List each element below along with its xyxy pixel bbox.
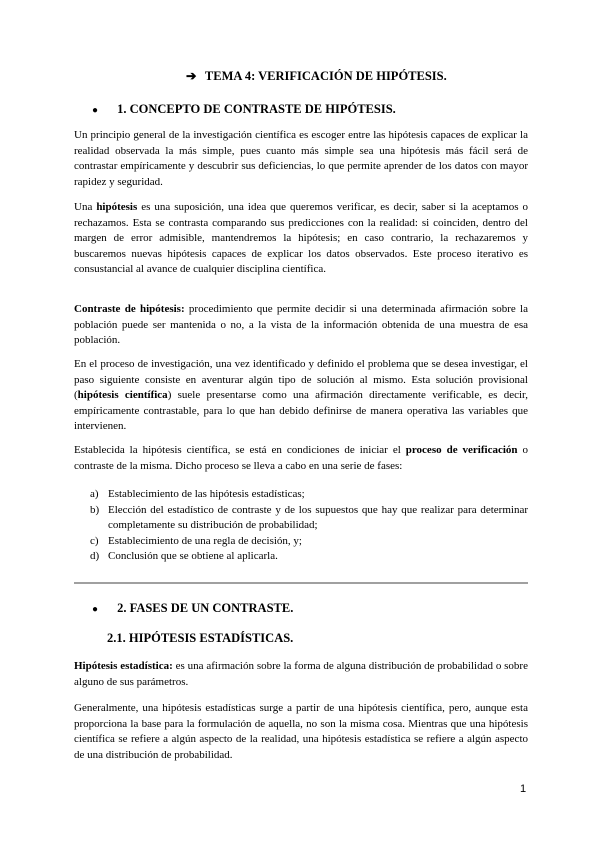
term-hipotesis-estadistica: Hipótesis estadística: xyxy=(74,660,173,672)
paragraph-scientific-vs-statistical: Generalmente, una hipótesis estadísticas surge a partir de una hipótesis científica, pero, aunque esta proporciona la base para la formulación de aquella, no son la misma cosa. Mientras que una hipótesis científica se refiere a algún aspecto de la realidad, una hipótesis estadística se refiere a algún aspecto de una distribución de probabilidad. xyxy=(74,702,528,761)
phases-list xyxy=(74,487,528,565)
paragraph-contrast-definition: Contraste de hipótesis: procedimiento que permite decidir si una determinada afirmación sobre la población puede ser mantenida o no, a la vista de la información obtenida de una muestra de esa población. xyxy=(74,303,528,347)
list-item: b) Elección del estadístico de contraste y de los supuestos que hay que realizar para determinar completamente su distribución de probabilidad; xyxy=(90,503,528,532)
paragraph-principle: Un principio general de la investigación científica es escoger entre las hipótesis capaces de explicar la realidad observada la más simple, pues cuanto más simple sea una hipótesis más fácil será de contrastar empíricamente y descubrir sus deficiencias, lo que permite aprender de los datos con mayor rapidez y seguridad. xyxy=(74,129,528,188)
subsection-heading: 2.1. HIPÓTESIS ESTADÍSTICAS. xyxy=(107,631,294,645)
term-proceso-verificacion: proceso de verificación xyxy=(405,444,518,456)
paragraph-research-process: En el proceso de investigación, una vez identificado y definido el problema que se desea investigar, el paso siguiente consiste en aventurar algún tipo de solución al mismo. Esta solución provisional (hipótesis científica) suele presentarse como una afirmación directamente verificable, es decir, empíricamente contrastable, para lo que han debido definirse de manera operativa las variables que intervienen. xyxy=(74,358,529,433)
term-contraste: Contraste de hipótesis: xyxy=(74,303,185,315)
document-title xyxy=(186,68,447,84)
section-divider xyxy=(74,582,528,584)
list-item: a) Establecimiento de las hipótesis estadísticas; xyxy=(90,488,305,500)
title-text: TEMA 4: VERIFICACIÓN DE HIPÓTESIS. xyxy=(204,69,447,83)
list-item: d) Conclusión que se obtiene al aplicarla. xyxy=(90,550,278,563)
term-hipotesis: hipótesis xyxy=(96,201,138,213)
paragraph-verification: Establecida la hipótesis científica, se está en condiciones de iniciar el proceso de verificación o contraste de la misma. Dicho proceso se lleva a cabo en una serie de fases: xyxy=(74,444,529,472)
page-number: 1 xyxy=(520,783,527,795)
paragraph-statistical-hypothesis: Hipótesis estadística: es una afirmación sobre la forma de alguna distribución de probabilidad o sobre alguno de sus parámetros. xyxy=(74,660,528,688)
section-1-heading xyxy=(92,102,396,117)
bullet-icon: ● xyxy=(92,104,99,116)
section-1-heading-text: 1. CONCEPTO DE CONTRASTE DE HIPÓTESIS. xyxy=(117,102,396,116)
section-2-heading xyxy=(92,601,293,616)
bullet-icon: ● xyxy=(92,603,99,615)
section-2-heading-text: 2. FASES DE UN CONTRASTE. xyxy=(117,601,294,615)
paragraph-hypothesis: Una hipótesis es una suposición, una idea que queremos verificar, es decir, saber si la aceptamos o rechazamos. Esta se contrasta comparando sus predicciones con la realidad: si coinciden, dentro del margen de error admisible, mantendremos la hipótesis; en caso contrario, la rechazaremos y buscaremos nuevas hipótesis capaces de explicar los datos observados. Este proceso iterativo es consustancial al avance de cualquier disciplina científica. xyxy=(74,201,529,276)
list-item: c) Establecimiento de una regla de decisión, y; xyxy=(90,534,302,547)
term-hipotesis-cientifica: hipótesis científica xyxy=(77,389,168,402)
arrow-icon: ➔ xyxy=(186,69,197,83)
